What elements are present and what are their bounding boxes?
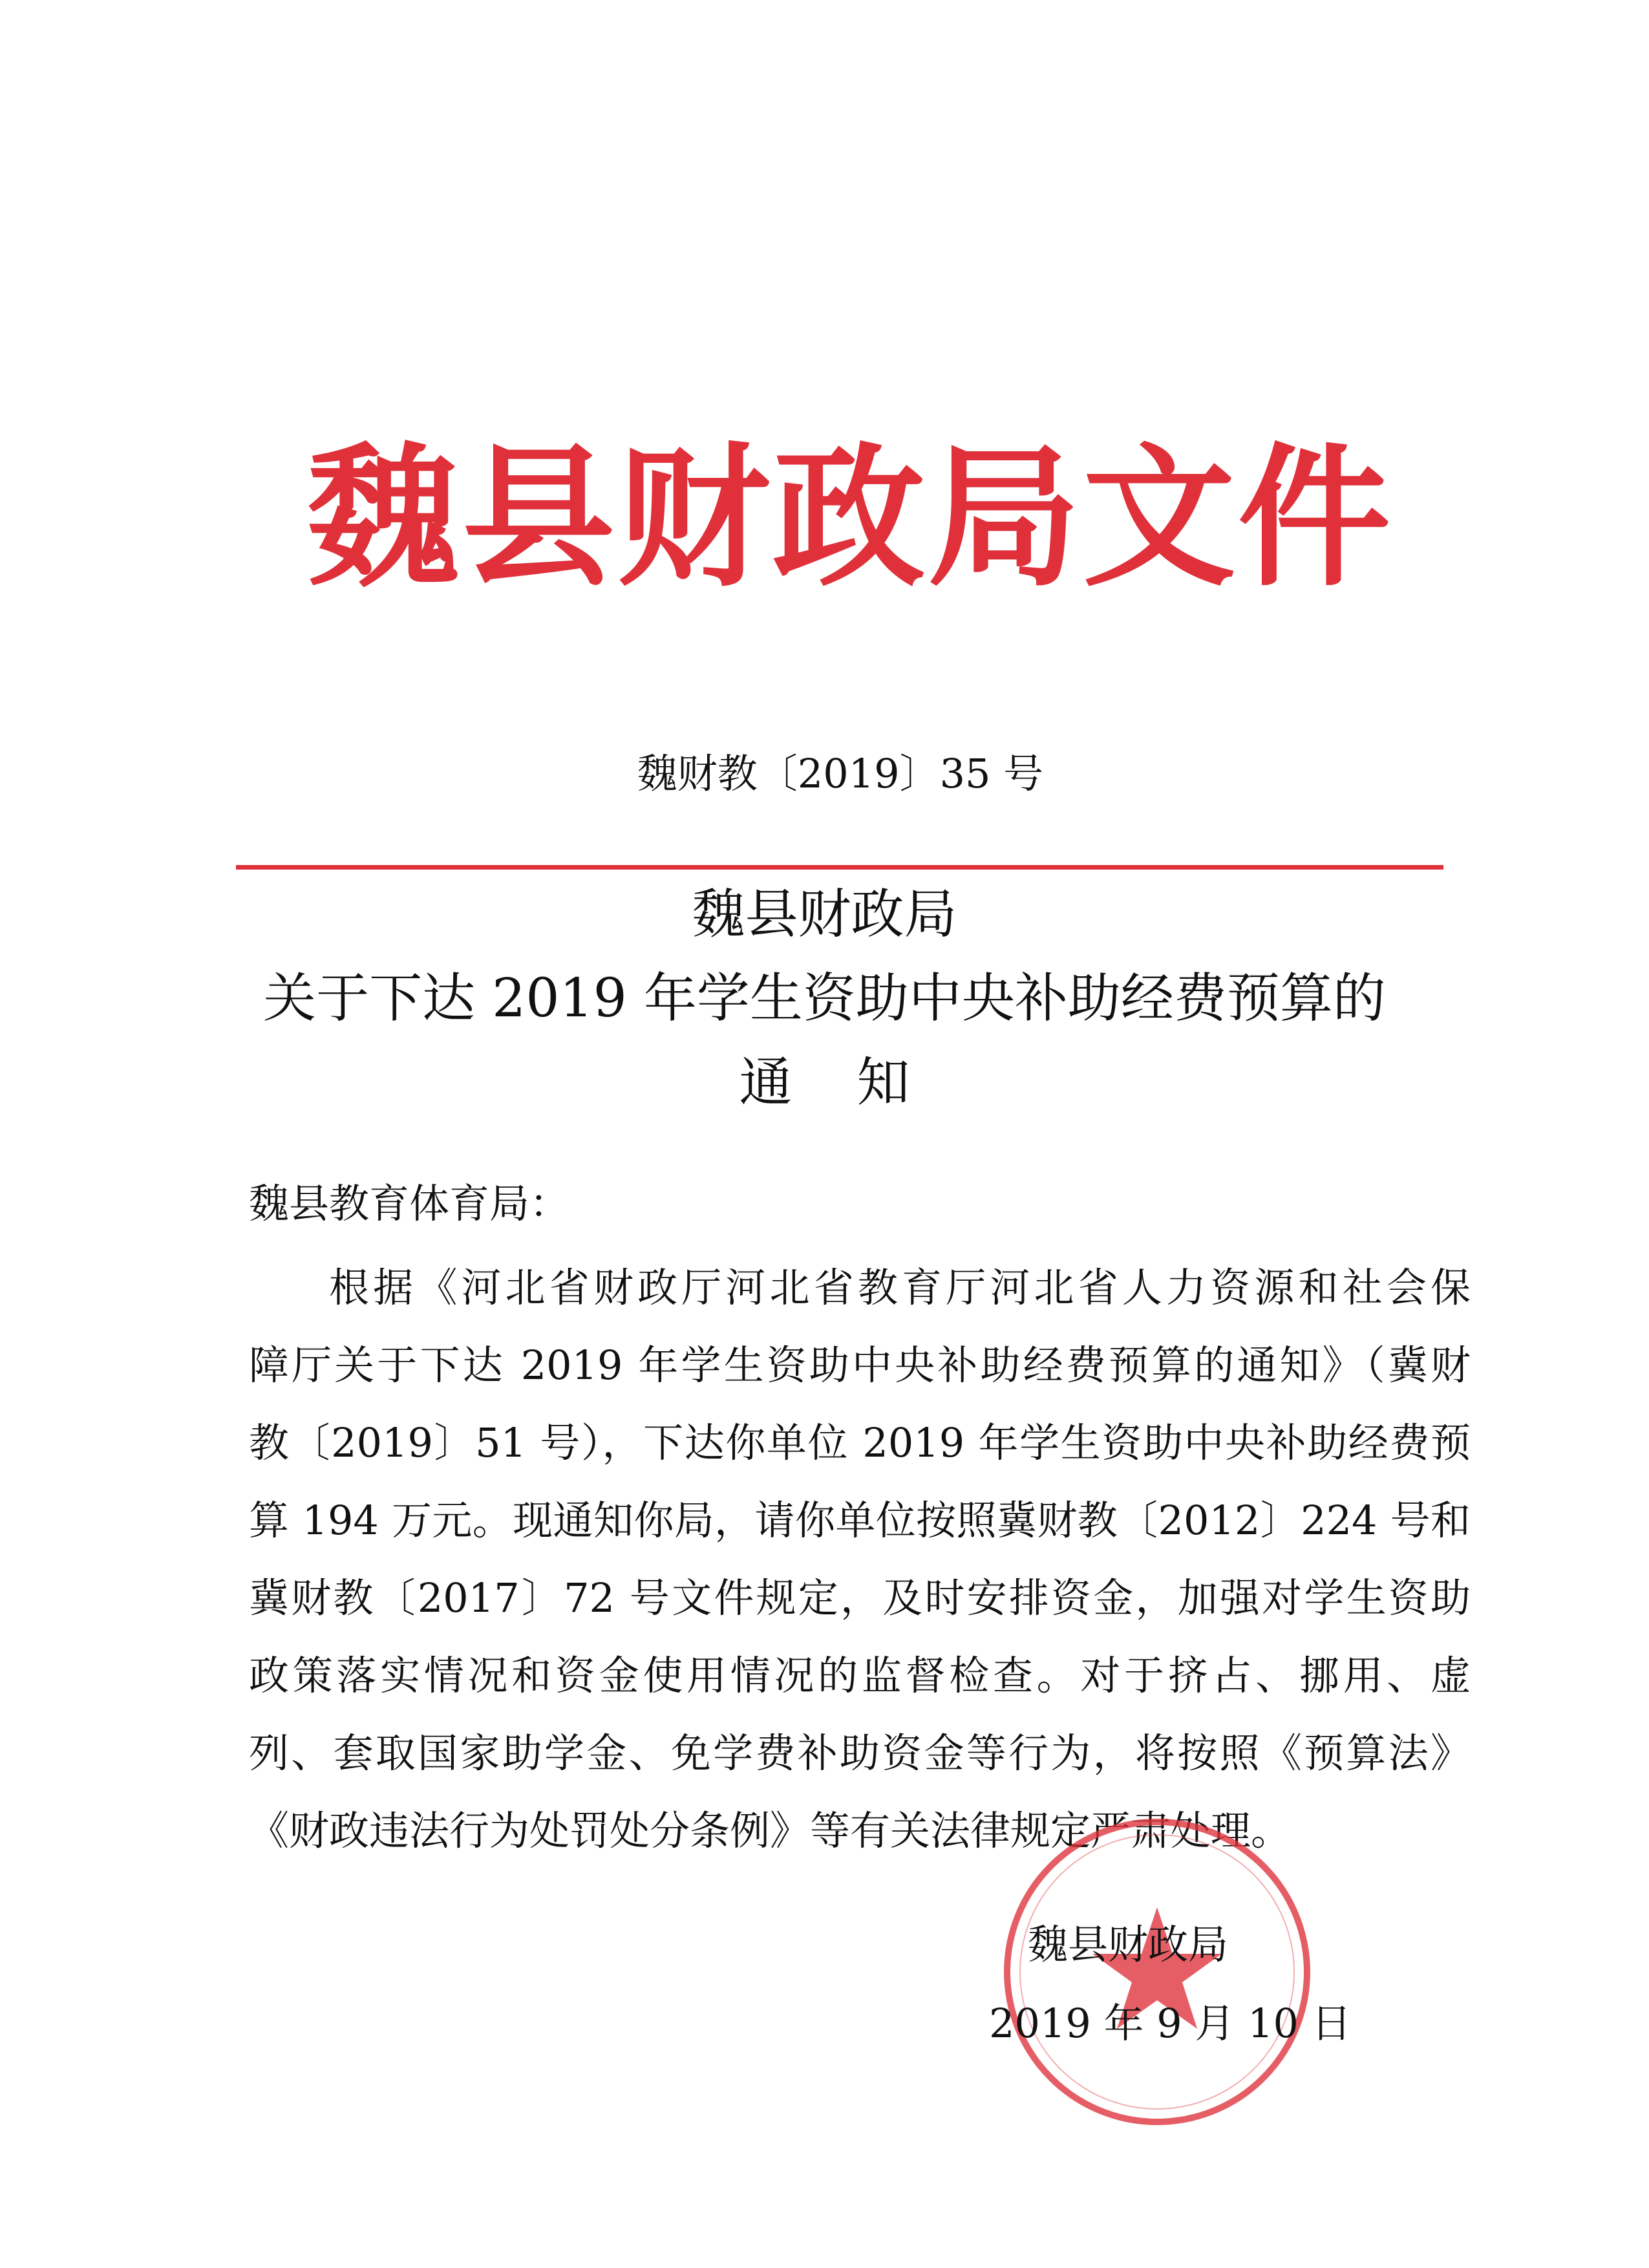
notice-title-type: 通知 [739,1052,975,1113]
body-line: 列、套取国家助学金、免学费补助资金等行为，将按照《预算法》 [249,1729,1471,1777]
red-divider-rule [236,865,1443,870]
notice-title-subject: 关于下达 2019 年学生资助中央补助经费预算的 [263,968,1386,1029]
notice-title [194,873,1455,1125]
body-line: 《财政违法行为处罚处分条例》等有关法律规定严肃处理。 [249,1807,1292,1854]
body-text [249,1249,1471,1870]
body-line: 算 194 万元。现通知你局，请你单位按照冀财教〔2012〕224 号和 [249,1497,1471,1544]
body-line: 教〔2019〕51 号），下达你单位 2019 年学生资助中央补助经费预 [249,1419,1471,1466]
salutation: 魏县教育体育局： [249,1180,570,1227]
document-number: 魏财教〔2019〕35 号 [637,750,1044,797]
body-line: 政策落实情况和资金使用情况的监督检查。对于挤占、挪用、虚 [249,1652,1471,1699]
body-line: 障厅关于下达 2019 年学生资助中央补助经费预算的通知》（冀财 [249,1342,1471,1389]
issue-date: 2019 年 9 月 10 日 [989,2000,1352,2047]
document-header-title: 魏县财政局文件 [306,427,1393,607]
notice-title-issuer: 魏县财政局 [692,884,957,945]
body-line: 根据《河北省财政厅河北省教育厅河北省人力资源和社会保 [329,1264,1471,1311]
signature-issuer: 魏县财政局 [1028,1921,1229,1968]
body-line: 冀财教〔2017〕72 号文件规定，及时安排资金，加强对学生资助 [249,1574,1471,1621]
